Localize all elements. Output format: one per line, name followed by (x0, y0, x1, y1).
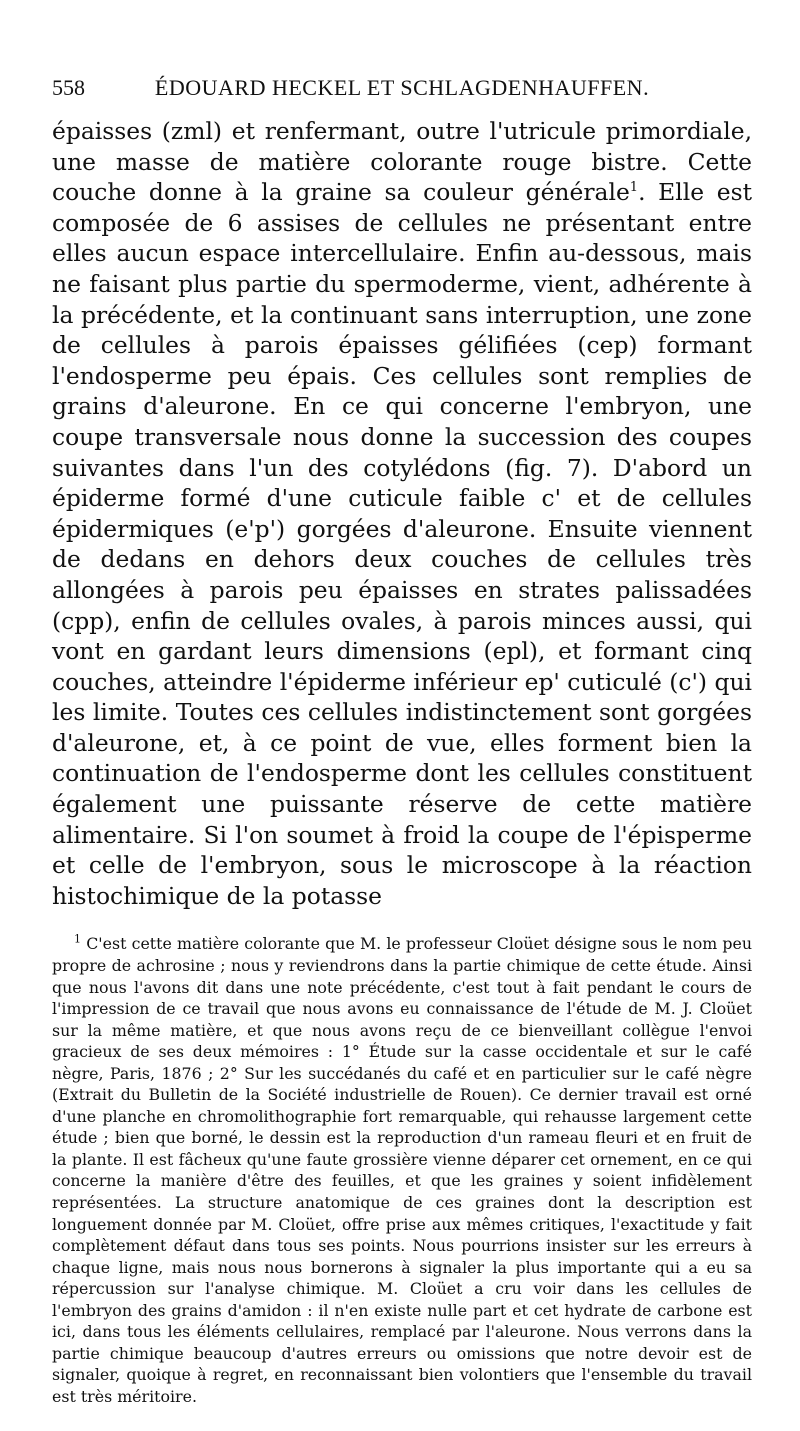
footnote (52, 933, 752, 1407)
footnote-reference: 1 (629, 180, 639, 196)
body-text (52, 116, 752, 911)
body-paragraph (52, 116, 752, 911)
page-number: 558 (52, 75, 85, 100)
footnote-paragraph (52, 933, 752, 1407)
running-title: ÉDOUARD HECKEL ET SCHLAGDENHAUFFEN. (154, 75, 650, 100)
body-text-part-2: . Elle est composée de 6 assises de cellules ne présentant entre elles aucun espace intercellulaire. Enfin au-dessous, mais ne faisant plus partie du spermoderme, vient, adhérente à la précédente, et la continuant sans interruption, une zone de cellules à parois épaisses gélifiées (cep) formant l'endosperme peu épais. Ces cellules sont remplies de grains d'aleurone. En ce qui concerne l'embryon, une coupe transversale nous donne la succession des coupes suivantes dans l'un des cotylédons (fig. 7). D'abord un épiderme formé d'une cuticule faible c' et de cellules épidermiques (e'p') gorgées d'aleurone. Ensuite viennent de dedans en dehors deux couches de cellules très allongées à parois peu épaisses en strates palissadées (cpp), enfin de cellules ovales, à parois minces aussi, qui vont en gardant leurs dimensions (epl), et formant cinq couches, atteindre l'épiderme inférieur ep' cuticulé (c') qui les limite. Toutes ces cellules indistinctement sont gorgées d'aleurone, et, à ce point de vue, elles forment bien la continuation de l'endosperme dont les cellules constituent également une puissante réserve de cette matière alimentaire. Si l'on soumet à froid la coupe de l'épisperme et celle de l'embryon, sous le microscope à la réaction histochimique de la potasse (52, 178, 752, 910)
page (52, 70, 752, 1407)
running-head (52, 70, 752, 106)
footnote-text: C'est cette matière colorante que M. le professeur Cloüet désigne sous le nom peu propre de achrosine ; nous y reviendrons dans la partie chimique de cette étude. Ainsi que nous l'avons dit dans une note précédente, c'est tout à fait pendant le cours de l'impression de ce travail que nous avons eu connaissance de l'étude de M. J. Cloüet sur la même matière, et que nous avons reçu de ce bienveillant collègue l'envoi gracieux de ses deux mémoires : 1° Étude sur la casse occidentale et sur le café nègre, Paris, 1876 ; 2° Sur les succédanés du café et en particulier sur le café nègre (Extrait du Bulletin de la Société industrielle de Rouen). Ce dernier travail est orné d'une planche en chromolithographie fort remarquable, qui rehausse largement cette étude ; bien que borné, le dessin est la reproduction d'un rameau fleuri et en fruit de la plante. Il est fâcheux qu'une faute grossière vienne déparer cet ornement, en ce qui concerne la manière d'être des feuilles, et que les graines y soient infidèlement représentées. La structure anatomique de ces graines dont la description est longuement donnée par M. Cloüet, offre prise aux mêmes critiques, l'exactitude y fait complètement défaut dans tous ses points. Nous pourrions insister sur les erreurs à chaque ligne, mais nous nous bornerons à signaler la plus importante qui a eu sa répercussion sur l'analyse chimique. M. Cloüet a cru voir dans les cellules de l'embryon des grains d'amidon : il n'en existe nulle part et cet hydrate de carbone est ici, dans tous les éléments cellulaires, remplacé par l'aleurone. Nous verrons dans la partie chimique beaucoup d'autres erreurs ou omissions que notre devoir est de signaler, quoique à regret, en reconnaissant bien volontiers que l'ensemble du travail est très méritoire. (52, 934, 752, 1406)
body-text-part-1: épaisses (zml) et renfermant, outre l'utricule primordiale, une masse de matière colorante rouge bistre. Cette couche donne à la graine sa couleur générale (52, 117, 752, 207)
footnote-marker: 1 (74, 933, 81, 947)
